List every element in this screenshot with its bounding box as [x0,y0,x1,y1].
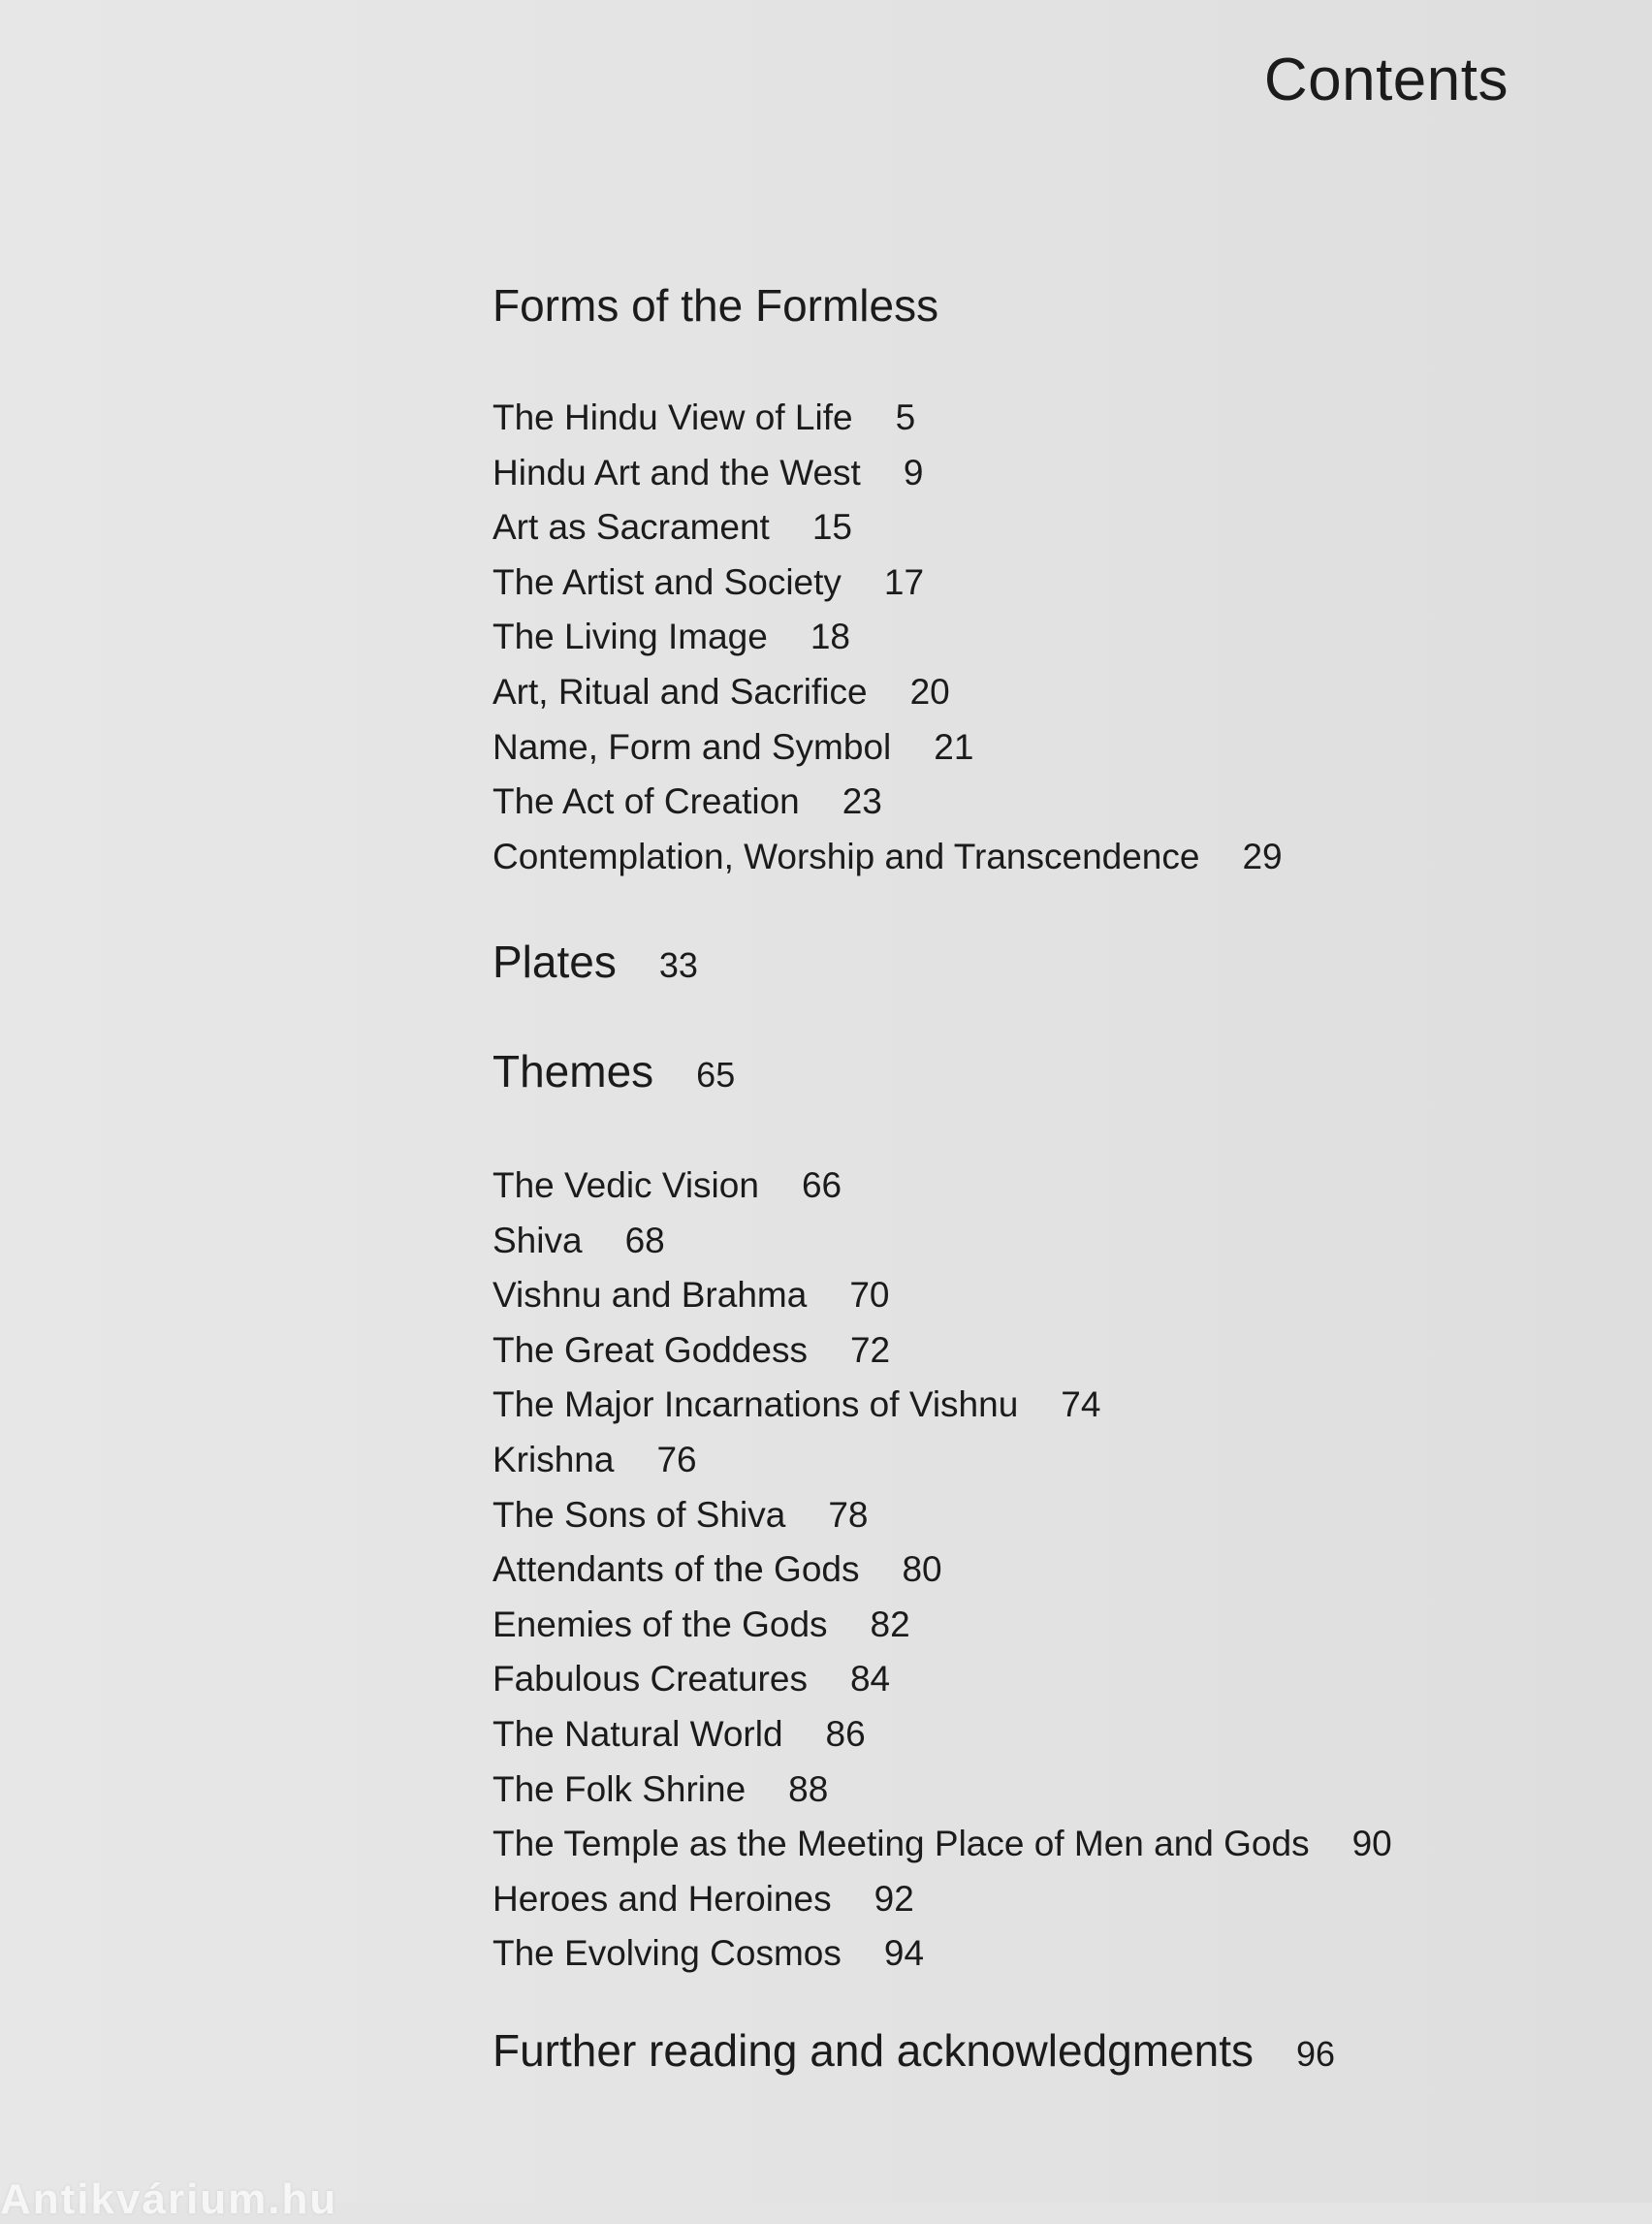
entry-title: Attendants of the Gods [492,1549,860,1590]
entry-page-number: 5 [895,397,916,437]
entry-page-number: 17 [883,561,925,602]
entry-page-number: 88 [788,1768,829,1809]
section-page-number: 96 [1296,2034,1336,2074]
section-page-number: 33 [658,945,698,985]
entry-title: The Vedic Vision [492,1165,759,1205]
section-heading-themes [492,1046,736,1096]
entry-page-number: 80 [902,1549,942,1590]
toc-entry [492,1386,1392,1442]
entry-title: The Temple as the Meeting Place of Men and Gods [492,1824,1310,1864]
entry-title: The Artist and Society [492,561,842,602]
entry-list-themes [492,1167,1392,1990]
entry-page-number: 78 [828,1494,869,1535]
entry-title: Shiva [492,1220,583,1260]
entry-title: Art, Ritual and Sacrifice [492,671,868,712]
entry-list-forms-of-the-formless [492,399,1283,893]
entry-title: The Natural World [492,1713,783,1754]
entry-title: The Major Incarnations of Vishnu [492,1384,1019,1425]
entry-title: Enemies of the Gods [492,1604,828,1644]
entry-title: Vishnu and Brahma [492,1275,808,1316]
entry-title: Contemplation, Worship and Transcendence [492,836,1200,876]
entry-page-number: 23 [842,781,882,822]
section-title: Forms of the Formless [492,280,939,331]
section-page-number: 65 [696,1055,736,1095]
entry-page-number: 9 [903,452,924,492]
entry-title: The Folk Shrine [492,1768,747,1809]
entry-page-number: 92 [874,1878,914,1919]
toc-entry [492,1439,1392,1497]
toc-entry [492,1878,1392,1936]
entry-page-number: 76 [656,1439,697,1479]
entry-page-number: 72 [849,1329,891,1370]
entry-page-number: 82 [870,1604,910,1644]
page-title: Contents [1263,47,1509,113]
entry-page-number: 66 [801,1165,842,1205]
watermark: Antikvárium.hu [0,2176,338,2223]
toc-entry [492,1713,1392,1771]
entry-title: The Hindu View of Life [492,397,853,437]
toc-entry [492,1220,1392,1278]
toc-entry [492,726,1283,784]
section-heading-further-reading [492,2025,1336,2076]
toc-entry [492,671,1283,729]
entry-title: The Evolving Cosmos [492,1933,842,1974]
entry-page-number: 90 [1351,1824,1392,1864]
toc-entry [492,1935,1392,1990]
entry-title: The Great Goddess [492,1329,808,1370]
toc-entry [492,1277,1392,1332]
entry-title: Heroes and Heroines [492,1878,832,1919]
section-title: Further reading and acknowledgments [492,2025,1255,2076]
entry-title: Fabulous Creatures [492,1659,808,1700]
entry-page-number: 20 [909,671,950,712]
entry-page-number: 18 [810,617,850,657]
toc-entry [492,1768,1392,1827]
entry-title: Art as Sacrament [492,507,770,548]
entry-title: Hindu Art and the West [492,452,861,492]
entry-page-number: 86 [825,1713,866,1754]
entry-title: Name, Form and Symbol [492,726,892,767]
entry-page-number: 15 [811,507,852,548]
toc-entry [492,1167,1392,1223]
toc-entry [492,1494,1392,1552]
section-title: Plates [492,937,617,987]
entry-page-number: 84 [849,1659,891,1700]
entry-title: The Act of Creation [492,781,800,822]
toc-entry [492,561,1283,620]
entry-page-number: 94 [883,1933,925,1974]
toc-entry [492,1661,1392,1716]
toc-entry [492,1826,1392,1881]
entry-page-number: 70 [849,1275,890,1316]
entry-page-number: 21 [934,726,974,767]
entry-title: The Sons of Shiva [492,1494,786,1535]
toc-entry [492,1606,1392,1662]
toc-entry [492,1329,1392,1387]
toc-entry [492,1551,1392,1606]
entry-page-number: 29 [1242,836,1283,876]
toc-entry [492,509,1283,564]
toc-entry [492,783,1283,839]
section-heading-plates [492,937,698,987]
entry-title: Krishna [492,1439,615,1479]
toc-entry [492,452,1283,510]
section-title: Themes [492,1046,654,1096]
toc-entry [492,399,1283,455]
entry-page-number: 68 [624,1220,665,1260]
entry-page-number: 74 [1061,1384,1101,1425]
entry-title: The Living Image [492,617,768,657]
toc-entry [492,836,1283,894]
section-heading-forms-of-the-formless [492,280,939,331]
toc-entry [492,619,1283,674]
